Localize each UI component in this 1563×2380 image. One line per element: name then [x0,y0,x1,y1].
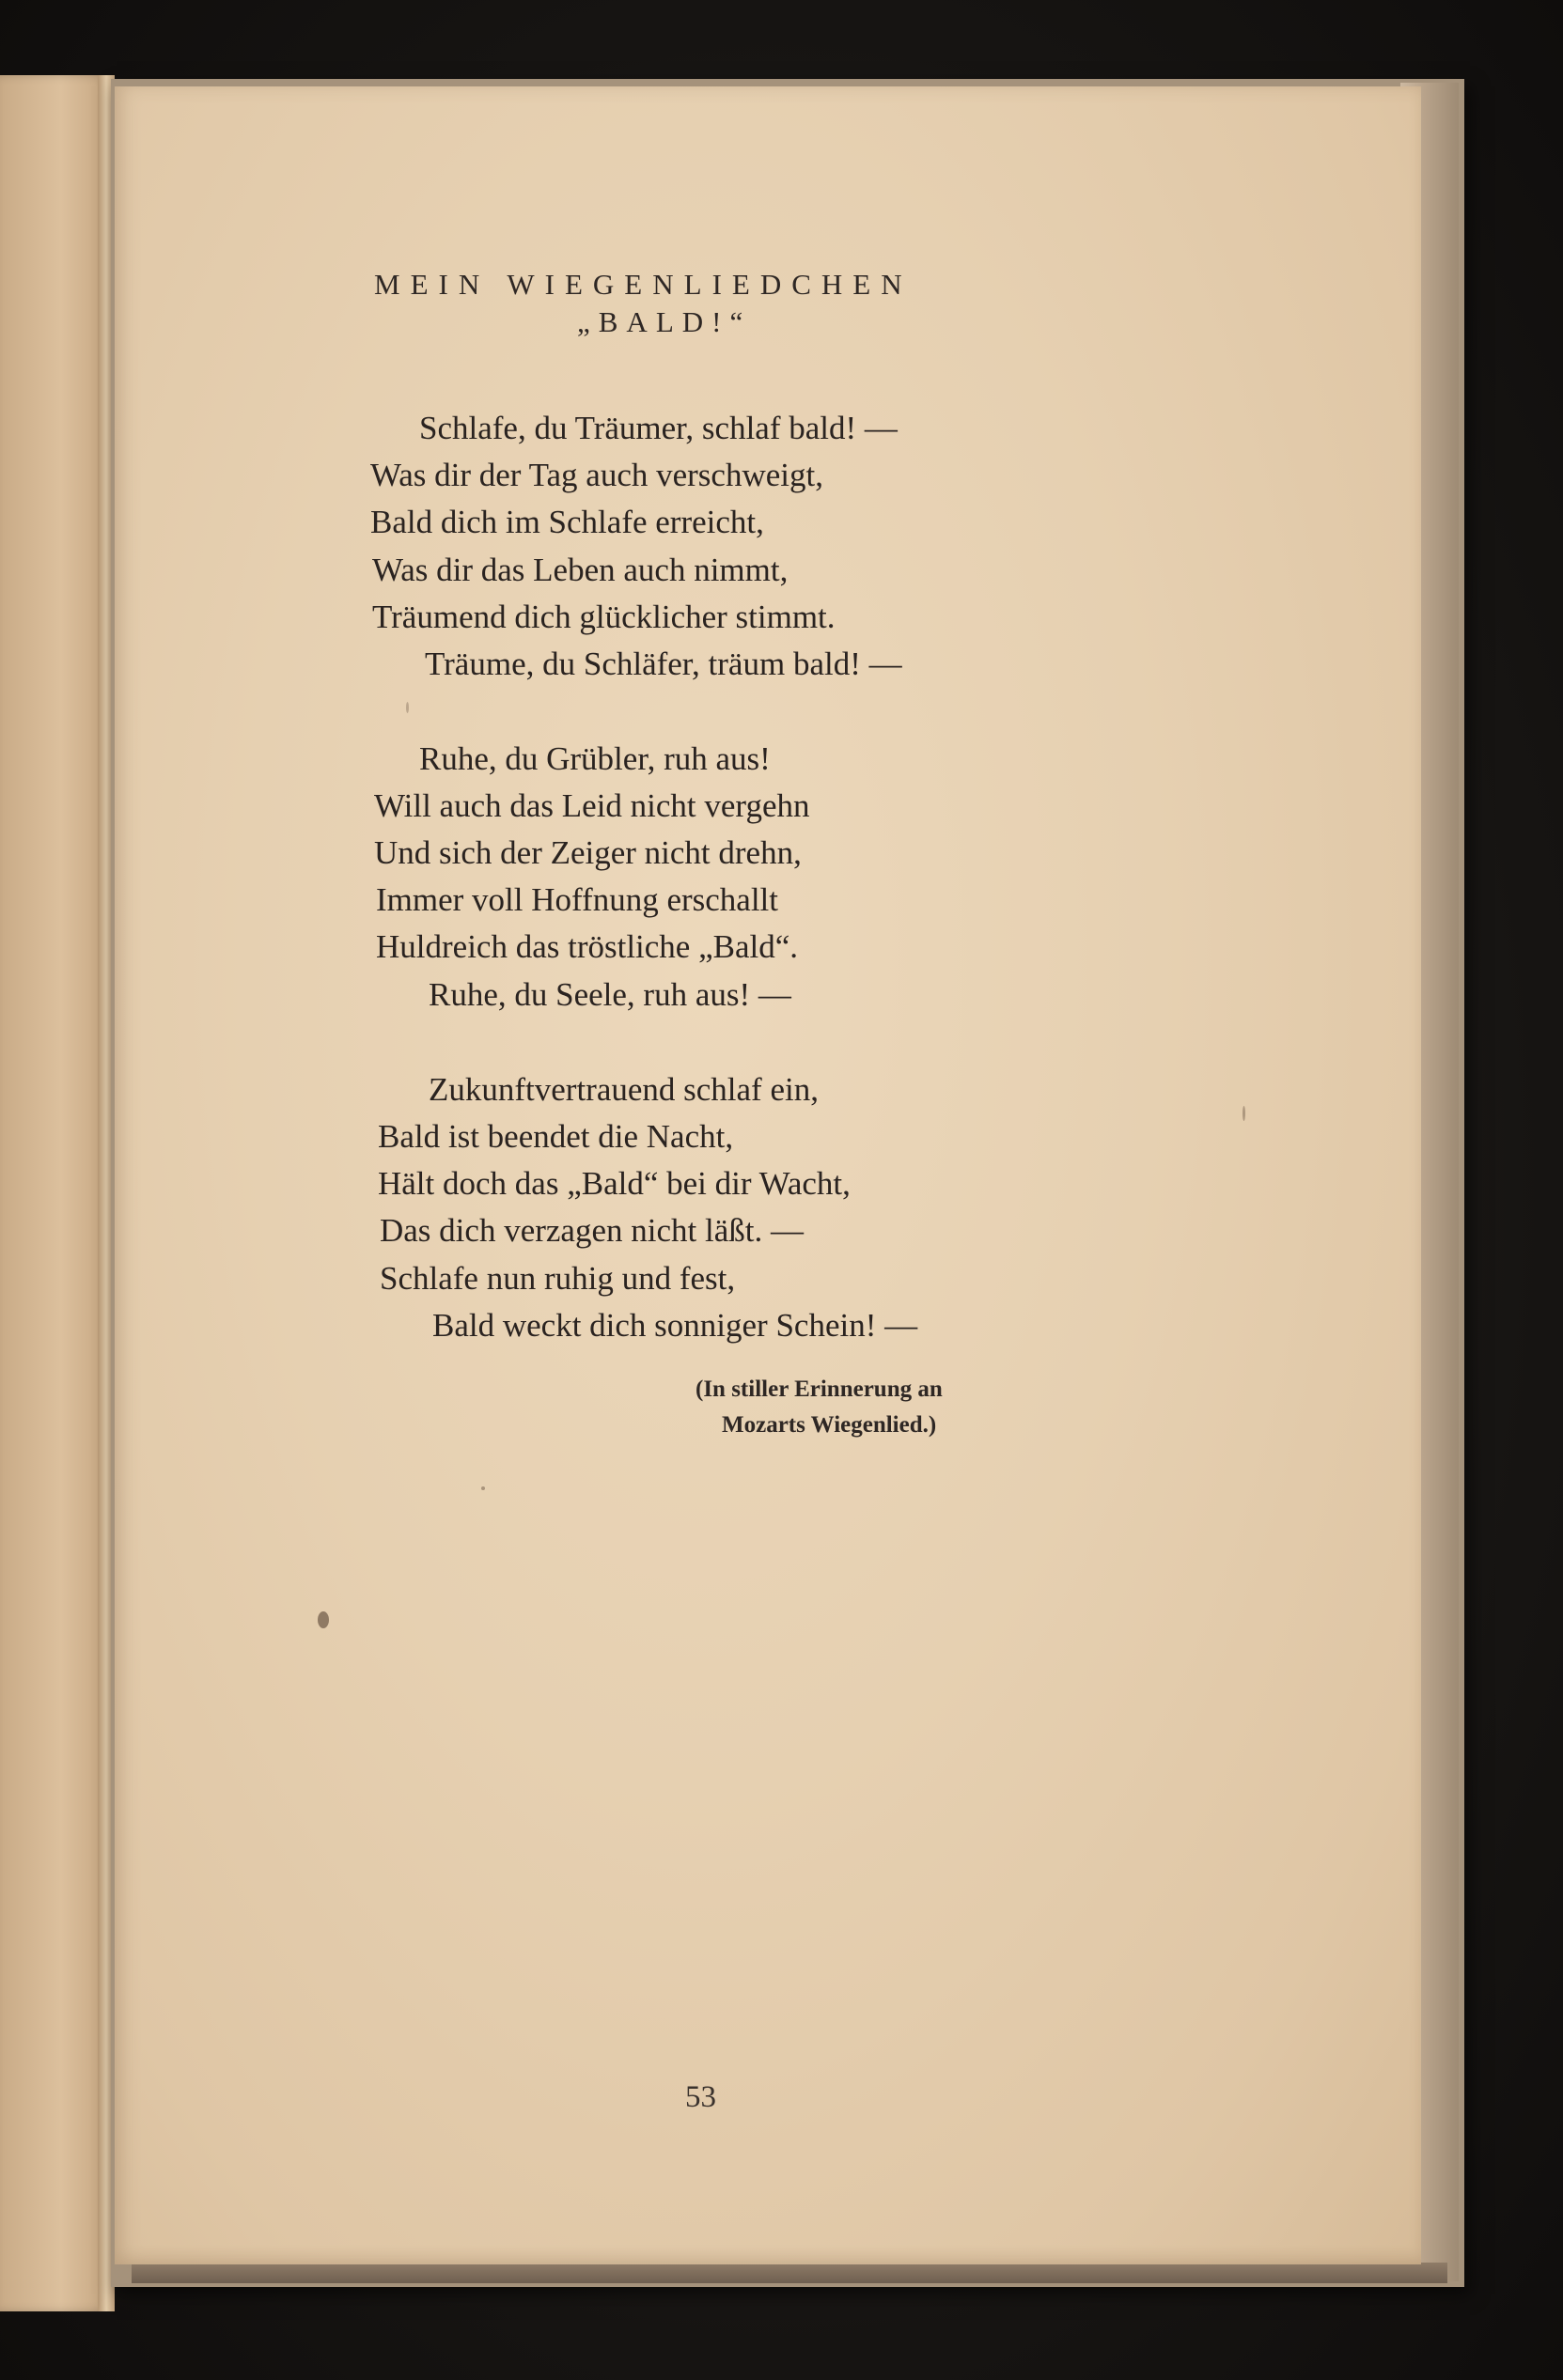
verse-line: Bald ist beendet die Nacht, [378,1118,734,1155]
dedication-note-line-2: Mozarts Wiegenlied.) [722,1412,937,1438]
verse-line: Träumend dich glücklicher stimmt. [372,599,836,635]
verse-line: Bald weckt dich sonniger Schein! — [432,1307,918,1344]
verse-line: Hält doch das „Bald“ bei dir Wacht, [378,1165,851,1202]
verse-line: Immer voll Hoffnung erschallt [376,881,778,918]
verse-line: Huldreich das tröstliche „Bald“. [376,928,799,965]
verse-line: Und sich der Zeiger nicht drehn, [374,834,802,871]
verse-line: Träume, du Schläfer, träum bald! — [425,646,902,682]
poem-title: MEIN WIEGENLIEDCHEN [374,268,913,301]
verse-line: Bald dich im Schlafe erreicht, [370,504,764,540]
left-page [0,75,111,2311]
verse-line: Das dich verzagen nicht läßt. — [380,1212,804,1249]
poem-subtitle: „BALD!“ [577,305,752,338]
verse-line: Was dir der Tag auch verschweigt, [370,457,823,493]
verse-line: Was dir das Leben auch nimmt, [372,552,789,588]
verse-line: Ruhe, du Seele, ruh aus! — [429,976,791,1013]
verse-line: Ruhe, du Grübler, ruh aus! [419,740,771,777]
verse-line: Schlafe nun ruhig und fest, [380,1260,736,1297]
verse-line: Will auch das Leid nicht vergehn [374,787,810,824]
paper-speck [318,1611,329,1628]
dedication-note-line-1: (In stiller Erinnerung an [696,1377,943,1402]
paper-speck [1243,1106,1245,1121]
book-bottom-edge [132,2263,1447,2283]
paper-speck [406,702,409,713]
verse-line: Schlafe, du Träumer, schlaf bald! — [419,410,898,446]
paper-speck [481,1486,485,1490]
verse-line: Zukunftvertrauend schlaf ein, [429,1071,819,1108]
page-number: 53 [685,2080,716,2114]
